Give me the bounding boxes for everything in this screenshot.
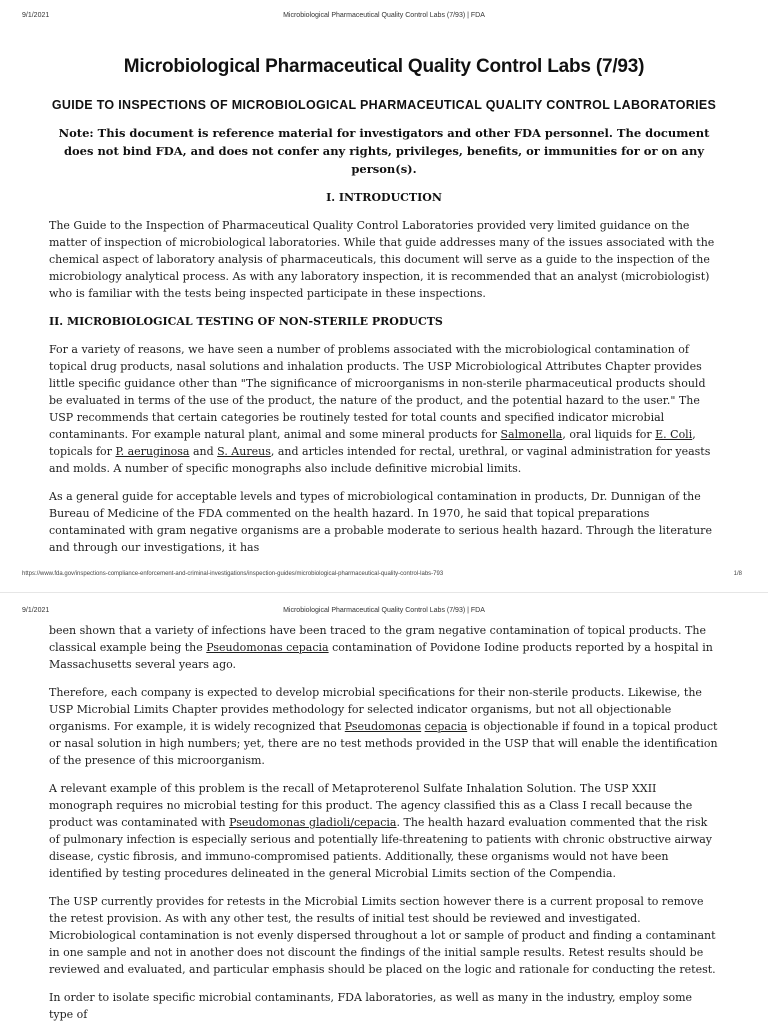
paragraph: The USP currently provides for retests in the Microbial Limits section however there is a current proposal to remove the retest provision. As with any other test, the results of initial test should be reviewed and investigated. Microbiological contamination is not evenly dispersed throughout a lot or sample of product and finding a contaminant in one sample and not in another does not discount the findings of the initial sample results. Retest results should be reviewed and evaluated, and particular emphasis should be placed on the logic and rationale for conducting the retest. (49, 895, 716, 976)
page-header (0, 607, 768, 621)
section-heading-non-sterile: II. MICROBIOLOGICAL TESTING OF NON-STERILE PRODUCTS (49, 315, 443, 328)
paragraph: In order to isolate specific microbial contaminants, FDA laboratories, as well as many in the industry, employ some type of (49, 991, 693, 1021)
link-s-aureus[interactable]: S. Aureus (217, 445, 271, 458)
link-salmonella[interactable]: Salmonella (500, 428, 563, 441)
page-number: 1/8 (733, 571, 742, 577)
paragraph: Therefore, each company is expected to develop microbial specifications for their non-sterile products. Likewise, the USP Microbial Limits Chapter provides methodology for selected indicator organisms, but not all objectionable organisms. For example, it is widely recognized that Pseudomonas cepacia is objectionable if found in a topical product or nasal solution in high numbers; yet, there are no test methods provided in the USP that will enable the identification of the presence of this microorganism. (49, 686, 718, 767)
print-date: 9/1/2021 (22, 12, 50, 19)
section-heading-introduction: I. INTRODUCTION (326, 191, 442, 204)
link-pseudomonas[interactable]: Pseudomonas (344, 720, 422, 733)
page-footer (0, 571, 768, 583)
print-title: Microbiological Pharmaceutical Quality Control Labs (7/93) | FDA (283, 607, 485, 614)
paragraph: For a variety of reasons, we have seen a number of problems associated with the microbiological contamination of topical drug products, nasal solutions and inhalation products. The USP Microbiological Attributes Chapter provides little specific guidance other than "The significance of microorganisms in non-sterile pharmaceutical products should be evaluated in terms of the use of the product, the nature of the product, and the potential hazard to the user." The USP recommends that certain categories be routinely tested for total counts and specified indicator microbial contaminants. For example natural plant, animal and some mineral products for Salmonella, oral liquids for E. Coli, topicals for P. aeruginosa and S. Aureus, and articles intended for rectal, urethral, or vaginal administration for yeasts and molds. A number of specific monographs also include definitive microbial limits. (49, 343, 711, 475)
print-title: Microbiological Pharmaceutical Quality Control Labs (7/93) | FDA (283, 12, 485, 19)
document-subtitle: GUIDE TO INSPECTIONS OF MICROBIOLOGICAL PHARMACEUTICAL QUALITY CONTROL LABORATORIES (51, 98, 717, 112)
link-pseudomonas-cepacia[interactable]: Pseudomonas cepacia (206, 641, 329, 654)
page1-content (49, 58, 719, 556)
paragraph: been shown that a variety of infections have been traced to the gram negative contamination of topical products. The classical example being the Pseudomonas cepacia contamination of Povidone Iodine products reported by a hospital in Massachusetts several years ago. (49, 624, 713, 671)
page-url: https://www.fda.gov/inspections-compliance-enforcement-and-criminal-investigations/inspection-guides/microbiological-pharmaceutical-quality-control-labs-793 (22, 571, 444, 577)
intro-paragraph: The Guide to the Inspection of Pharmaceutical Quality Control Laboratories provided very limited guidance on the matter of inspection of microbiological laboratories. While that guide addresses many of the issues associated with the chemical aspect of laboratory analysis of pharmaceuticals, this document will serve as a guide to the inspection of the microbiology analytical process. As with any laboratory inspection, it is recommended that an analyst (microbiologist) who is familiar with the tests being inspected participate in these inspections. (49, 219, 715, 300)
page-divider (0, 592, 768, 593)
paragraph: As a general guide for acceptable levels and types of microbiological contamination in products, Dr. Dunnigan of the Bureau of Medicine of the FDA commented on the health hazard. In 1970, he said that topical preparations contaminated with gram negative organisms are a probable moderate to serious health hazard. Through the literature and through our investigations, it has (49, 490, 712, 554)
page2-content (49, 622, 719, 1023)
link-p-aeruginosa[interactable]: P. aeruginosa (115, 445, 190, 458)
print-date: 9/1/2021 (22, 607, 50, 614)
paragraph: A relevant example of this problem is the recall of Metaproterenol Sulfate Inhalation Solution. The USP XXII monograph requires no microbial testing for this product. The agency classified this as a Class I recall because the product was contaminated with Pseudomonas gladioli/cepacia. The health hazard evaluation commented that the risk of pulmonary infection is especially serious and potentially life-threatening to patients with chronic obstructive airway disease, cystic fibrosis, and immuno-compromised patients. Additionally, these organisms would not have been identified by testing procedures delineated in the general Microbial Limits section of the Compendia. (49, 782, 713, 880)
link-cepacia[interactable]: cepacia (424, 720, 468, 733)
page-header (0, 12, 768, 26)
document-title: Microbiological Pharmaceutical Quality Control Labs (7/93) (123, 56, 645, 77)
link-e-coli[interactable]: E. Coli (655, 428, 693, 441)
disclaimer-note: Note: This document is reference material for investigators and other FDA personnel. The document does not bind FDA, and does not confer any rights, privileges, benefits, or immunities for or on any person(s). (58, 126, 710, 176)
link-pseudomonas-gladioli-cepacia[interactable]: Pseudomonas gladioli/cepacia (229, 816, 397, 829)
